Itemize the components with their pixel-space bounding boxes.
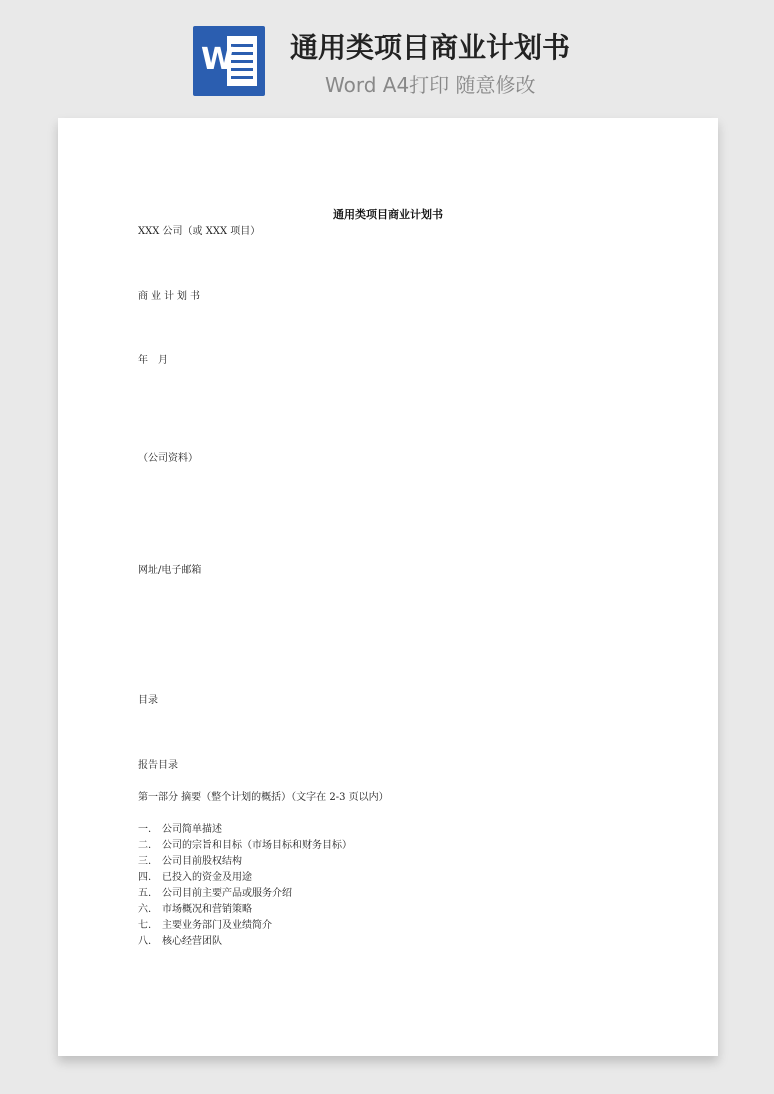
document-title: 通用类项目商业计划书 [333, 208, 443, 221]
toc-item: 四. 已投入的资金及用途 [138, 872, 252, 883]
company-info: （公司资料） [138, 453, 198, 464]
word-document-icon [193, 26, 265, 96]
table-of-contents [138, 822, 352, 950]
toc-item: 一. 公司简单描述 [138, 824, 222, 835]
document-page [58, 118, 718, 1056]
toc-item: 六. 市场概况和营销策略 [138, 904, 252, 915]
report-contents-heading: 报告目录 [138, 760, 178, 771]
toc-item: 八. 核心经营团队 [138, 936, 222, 947]
company-name: XXX 公司（或 XXX 项目） [138, 226, 261, 237]
toc-item: 五. 公司目前主要产品或服务介绍 [138, 888, 292, 899]
toc-item: 三. 公司目前股权结构 [138, 856, 242, 867]
page-title: 通用类项目商业计划书 [290, 31, 571, 64]
contents-heading: 目录 [138, 695, 158, 706]
toc-item: 二. 公司的宗旨和目标（市场目标和财务目标） [138, 840, 352, 851]
toc-item: 七. 主要业务部门及业绩简介 [138, 920, 272, 931]
plan-label: 商业计划书 [138, 291, 203, 302]
date-label: 年 月 [138, 355, 168, 366]
page-subtitle: Word A4打印 随意修改 [325, 73, 536, 97]
preview-header [0, 0, 774, 110]
website-email: 网址/电子邮箱 [138, 565, 202, 576]
word-icon-letter: W [201, 42, 235, 77]
part-one-heading: 第一部分 摘要（整个计划的概括）（文字在 2-3 页以内） [138, 792, 389, 803]
